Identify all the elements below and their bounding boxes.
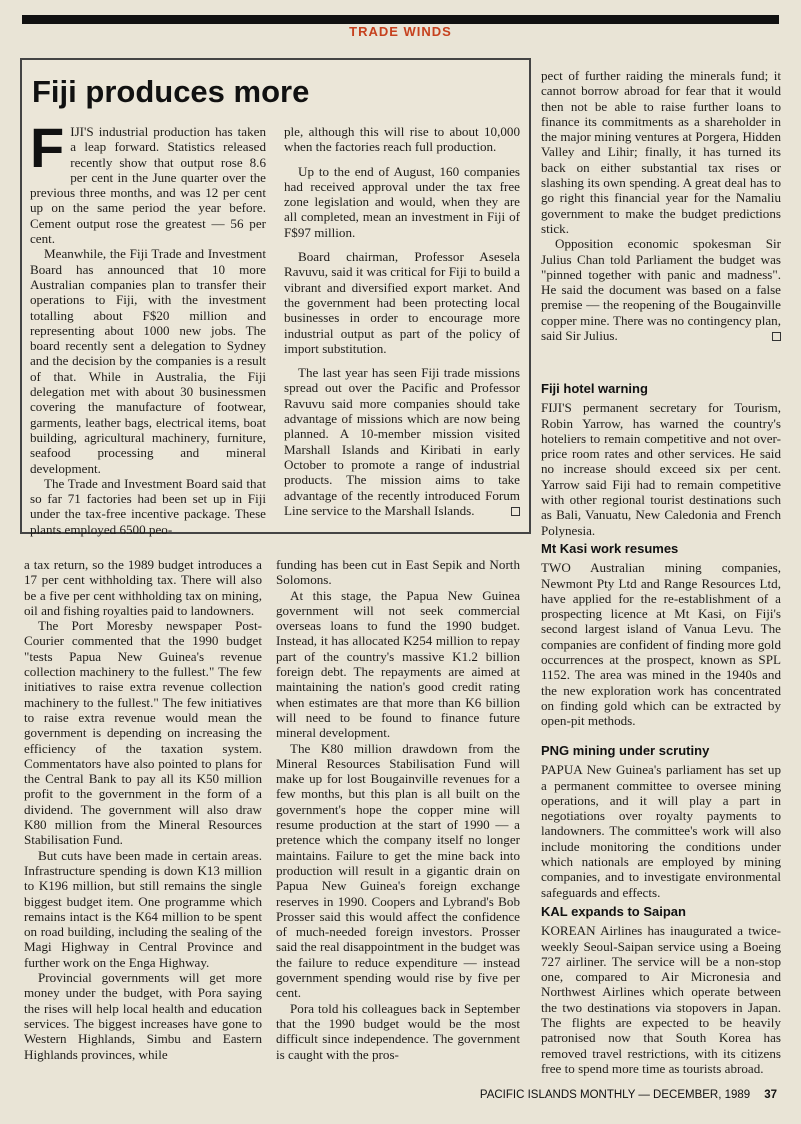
news-brief [541,381,781,538]
paragraph: But cuts have been made in certain areas. Infrastructure spending is down K13 million to K196 million, but still remains the single biggest budget item. One programme which remains intact is the K64 million to be spent on road building, including the sealing of the Magi Highway in Central Province and further work on the Enga Highway. [24,847,262,970]
brief-title: PNG mining under scrutiny [541,743,710,758]
paragraph: Provincial governments will get more money under the budget, with Pora saying the rises will help local health and education services. The biggest increases have gone to Western Highlands, Simbu and Eastern Highlands provinces, while [24,970,262,1062]
brief-body: PAPUA New Guinea's parliament has set up a permanent committee to oversee mining operations, and it will play a part in negotiations over royalty payments to landowners. The committee's work will also include monitoring the conditions under which nationals are employed by mining companies, and to investigate environmental safeguards and effects. [541,762,781,900]
paragraph: Board chairman, Professor Asesela Ravuvu, said it was critical for Fiji to build a vibrant and diversified export market. And the government had been protecting local businesses in order to encourage more industrial output as part of the policy of import substitution. [284,249,520,356]
end-mark-icon [772,332,781,341]
end-mark-icon [511,507,520,516]
news-brief [541,743,781,900]
news-brief [541,541,781,729]
paragraph: a tax return, so the 1989 budget introduces a 17 per cent withholding tax. There will also be a five per cent withholding tax on mining, oil and fishing royalties paid to landowners. [24,557,262,618]
brief-body: KOREAN Airlines has inaugurated a twice-weekly Seoul-Saipan service using a Boeing 727 airliner. The service will be a non-stop one, compared to Air Micronesia and Northwest Airlines which operate between the two destinations via stopovers in Japan. The flights are expected to be heavily patronised now that South Korea has removed travel restrictions, with its citizens free to spend more time as tourists abroad. [541,923,781,1076]
footer-magazine: PACIFIC ISLANDS MONTHLY — DECEMBER, 1989 [479,1089,751,1101]
fiji-column-right [284,124,520,518]
fiji-column-left [30,116,266,537]
paragraph: At this stage, the Papua New Guinea government will not seek commercial overseas loans to fund the 1990 budget. Instead, it has allocated K254 million to repay part of the country's massive K1.2 billion foreign debt. The repayments are aimed at maintaining the nation's good credit rating when estimates are that more than K6 billion will need to be found to finance future mineral development. [276,587,520,741]
news-brief [541,904,781,1076]
paragraph: ple, although this will rise to about 10,000 when the factories reach full production. [284,124,520,155]
paragraph: Meanwhile, the Fiji Trade and Investment Board has announced that 10 more Australian companies plan to transfer their operations to Fiji, with the investment totalling about F$20 million and representing about 1000 new jobs. The board recently sent a delegation to Sydney and the decision by the companies is a result of that. While in Australia, the Fiji delegation met with about 30 businessmen covering the manufacture of footwear, garments, leather bags, electrical items, boat building, agricultural machinery, furniture, seafood processing and mineral development. [30,246,266,476]
paragraph: The K80 million drawdown from the Mineral Resources Stabilisation Fund will make up for lost Bougainville revenues for a few months, but this plan is all built on the government's hope the copper mine will resume production at the start of 1990 — a pretence which the company itself no longer maintains. Failure to get the mine back into production will result in a gigantic drain on Papua New Guinea's foreign exchange reserves in 1990. Coopers and Lybrand's Bob Prosser said this would affect the confidence of much-needed foreign investors. Prosser said the real disappointment in the budget was the failure to reduce expenditure — instead government spending would rise by five per cent. [276,740,520,1001]
paragraph: Opposition economic spokesman Sir Julius Chan told Parliament the budget was "pinned together with panic and madness". He said the document was based on a false premise — the reopening of the Bougainville copper mine. There was no contingency plan, said Sir Julius. [541,236,781,344]
paragraph: Up to the end of August, 160 companies had received approval under the tax free zone legislation and would, when they are all completed, mean an investment in Fiji of F$97 million. [284,163,520,240]
drop-cap: F [30,116,65,179]
paragraph: Pora told his colleagues back in September that the 1990 budget would be the most difficult since independence. The government is caught with the pros- [276,1000,520,1062]
paragraph: The last year has seen Fiji trade missions spread out over the Pacific and Professor Ravuvu said more companies should take advantage of missions which are now being planned. A 10-member mission visited Marshall Islands and Kiribati in early October to promote a range of industrial products. The mission aims to take advantage of the recently introduced Forum Line service to the Marshall Islands. [284,365,520,518]
brief-title: Mt Kasi work resumes [541,541,679,556]
section-title: TRADE WINDS [349,24,452,39]
paragraph: The Trade and Investment Board said that so far 71 factories had been set up in Fiji under the tax-free incentive package. These plants employed 6500 peo- [30,475,266,537]
paragraph: FIJI'S industrial production has taken a leap forward. Statistics released recently show that output rose 8.6 per cent in the June quarter over the previous three months, and was 12 per cent up on the same period the year before. Cement output rose the greatest — 56 per cent. [30,116,266,247]
budget-column-2 [276,557,520,1062]
brief-body: TWO Australian mining companies, Newmont Pty Ltd and Range Resources Ltd, have applied for the re-establishment of a prospecting licence at Mt Kasi, on Fiji's second largest island of Vanua Levu. The companies are confident of finding more gold occurrences at the prospect, known as SPL 1152. The area was mined in the 1940s and the new exploration work has concentrated on finding gold which can be extracted by open-pit methods. [541,560,781,729]
brief-title: KAL expands to Saipan [541,904,686,919]
paragraph: pect of further raiding the minerals fund; it cannot borrow abroad for fear that it would then not be able to raise further loans to finance its commitments as a shareholder in the major mining ventures at Porgera, Hidden Valley and Lihir; finally, it has turned its back on either substantial tax rises or slashing its own spending. A great deal has to go right this financial year for the Namaliu government to make the budget predictions stick. [541,68,781,236]
page-footer [480,1089,777,1101]
article-headline: Fiji produces more [32,74,310,109]
brief-body: FIJI'S permanent secretary for Tourism, Robin Yarrow, has warned the country's hoteliers to remain competitive and not over-price room rates and other services. He said no increase should exceed six per cent. Yarrow said Fiji had to remain competitive with other regional tourist destinations such as Bali, Vanuatu, New Caledonia and French Polynesia. [541,400,781,538]
paragraph: The Port Moresby newspaper Post-Courier commented that the 1990 budget "tests Papua New Guinea's revenue collection machinery to the fullest." The few initiatives to raise extra revenue collection machinery to the fullest." The few initiatives to raise extra revenue would mean the government is depending on increasing the efficiency of the taxation system. Commentators have also pointed to plans for the Central Bank to pay all its K50 million profit to the government in the form of a dividend. The government will also draw K80 million from the Mineral Resources Stabilisation Fund. [24,618,262,848]
page-number: 37 [764,1089,777,1101]
budget-column-1 [24,557,262,1062]
budget-column-3 [541,68,781,343]
brief-title: Fiji hotel warning [541,381,648,396]
header-rule [22,15,779,24]
paragraph: funding has been cut in East Sepik and North Solomons. [276,557,520,588]
